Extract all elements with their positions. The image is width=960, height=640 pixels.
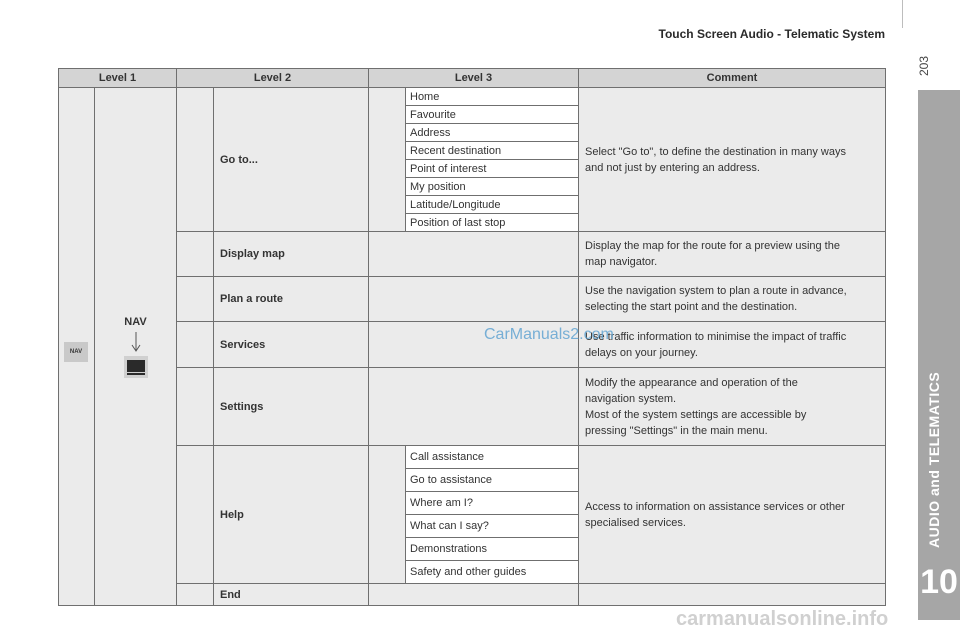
header-comment: Comment: [579, 69, 886, 88]
level2-goto: Go to...: [214, 88, 369, 232]
chapter-number: 10: [920, 563, 958, 601]
level2-end: End: [214, 584, 369, 606]
header-level2: Level 2: [177, 69, 369, 88]
arrow-down-icon: [131, 332, 141, 352]
table-row: [59, 88, 886, 106]
comment-plan-route: Use the navigation system to plan a route in advance, selecting the start point and the destination.: [579, 277, 886, 322]
comment-help: Access to information on assistance services or other specialised services.: [579, 446, 886, 584]
table-row: [59, 277, 886, 322]
level2-display-map: Display map: [214, 232, 369, 277]
comment-display-map: Display the map for the route for a preview using the map navigator.: [579, 232, 886, 277]
level3-item: What can I say?: [406, 515, 579, 538]
level3-item: Home: [406, 88, 579, 106]
watermark-carmanuals2[interactable]: CarManuals2.com: [484, 326, 614, 343]
header-level3: Level 3: [369, 69, 579, 88]
level3-item: My position: [406, 178, 579, 196]
nav-menu-table: [58, 68, 886, 606]
comment-services: Use traffic information to minimise the impact of traffic delays on your journey.: [579, 322, 886, 368]
level2-plan-route: Plan a route: [214, 277, 369, 322]
table-row: [59, 368, 886, 446]
table-row: [59, 232, 886, 277]
level3-item: Where am I?: [406, 492, 579, 515]
nav-badge-icon: NAV: [64, 342, 88, 362]
level1-label: NAV: [124, 315, 147, 328]
header-divider: [902, 0, 903, 28]
chapter-label: AUDIO and TELEMATICS: [926, 371, 942, 548]
level3-item: Demonstrations: [406, 538, 579, 561]
level3-item: Call assistance: [406, 446, 579, 469]
table-row: [59, 584, 886, 606]
level2-help: Help: [214, 446, 369, 584]
comment-settings: Modify the appearance and operation of the navigation system. Most of the system settings are accessible by pressing "Settings" in the main menu.: [579, 368, 886, 446]
level3-item: Position of last stop: [406, 214, 579, 232]
level3-item: Safety and other guides: [406, 561, 579, 584]
level2-services: Services: [214, 322, 369, 368]
page-number: 203: [917, 55, 931, 76]
comment-goto: Select "Go to", to define the destination in many ways and not just by entering an address.: [579, 88, 886, 232]
level3-item: Latitude/Longitude: [406, 196, 579, 214]
level3-item: Favourite: [406, 106, 579, 124]
screen-icon: [124, 356, 148, 378]
watermark-carmanualsonline[interactable]: carmanualsonline.info: [676, 608, 889, 630]
page-header-title: Touch Screen Audio - Telematic System: [658, 27, 885, 41]
level3-item: Go to assistance: [406, 469, 579, 492]
header-level1: Level 1: [59, 69, 177, 88]
table-row: [59, 446, 886, 469]
level2-settings: Settings: [214, 368, 369, 446]
table-header-row: [59, 69, 886, 88]
level3-item: Point of interest: [406, 160, 579, 178]
level3-item: Recent destination: [406, 142, 579, 160]
level1-cell: [95, 88, 177, 606]
level3-item: Address: [406, 124, 579, 142]
table-row: [59, 322, 886, 368]
